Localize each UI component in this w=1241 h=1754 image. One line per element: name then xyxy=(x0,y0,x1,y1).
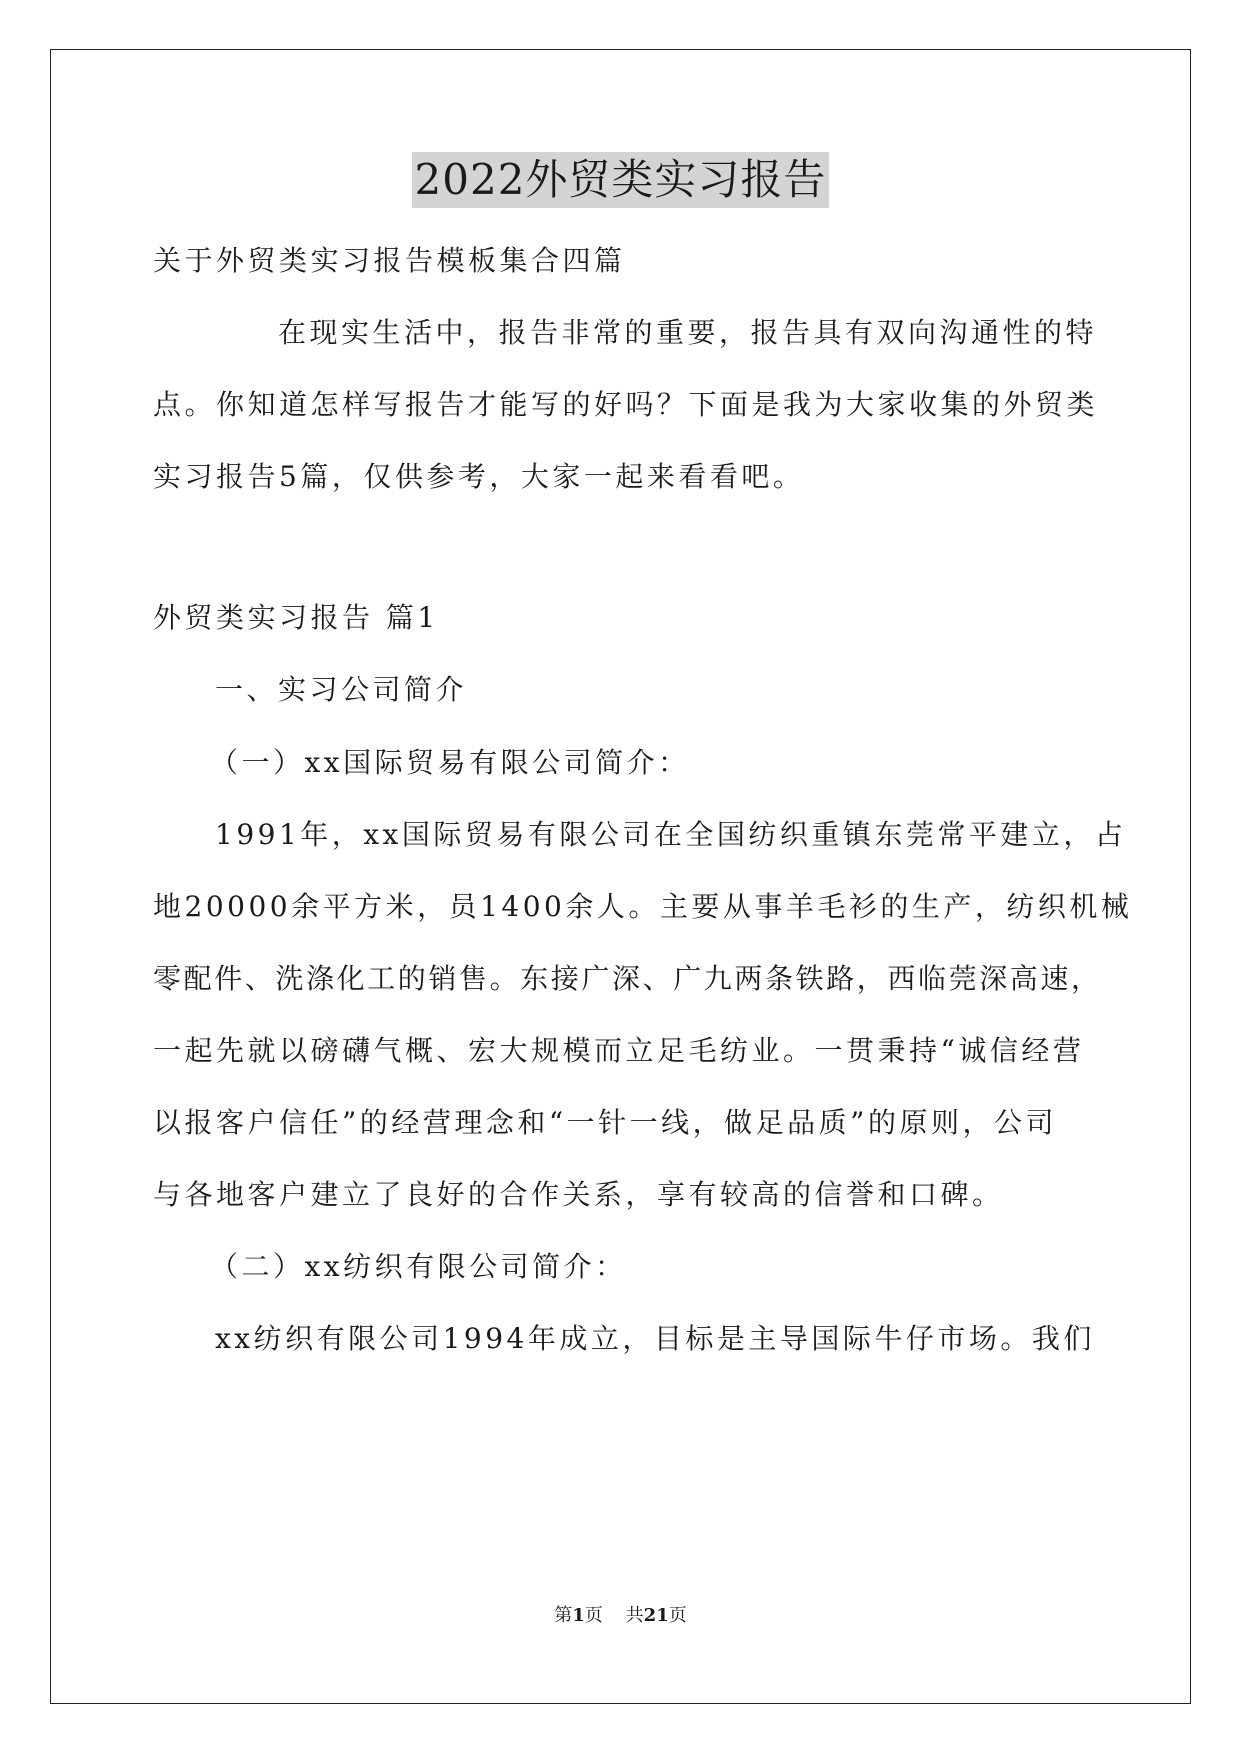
subtitle-line: 关于外贸类实习报告模板集合四篇 xyxy=(153,244,626,277)
paragraph-line: 与各地客户建立了良好的合作关系，享有较高的信誉和口碑。 xyxy=(153,1178,1004,1211)
paragraph-line: 地20000余平方米，员1400余人。主要从事羊毛衫的生产，纺织机械 xyxy=(153,890,1133,923)
title-container xyxy=(0,152,1241,208)
total-label-prefix: 共 xyxy=(625,1605,644,1626)
subsection-heading: （二）xx纺织有限公司简介： xyxy=(210,1250,627,1283)
total-pages: 21 xyxy=(643,1605,669,1626)
total-label-suffix: 页 xyxy=(668,1605,687,1626)
paragraph-line: 实习报告5篇，仅供参考，大家一起来看看吧。 xyxy=(153,460,805,493)
page-number: 1 xyxy=(572,1605,585,1626)
page-label-prefix: 第 xyxy=(554,1605,573,1626)
subsection-heading: 一、实习公司简介 xyxy=(215,673,468,706)
paragraph-line: 1991年，xx国际贸易有限公司在全国纺织重镇东莞常平建立，占 xyxy=(215,818,1127,851)
page-footer xyxy=(0,1604,1241,1628)
subsection-heading: （一）xx国际贸易有限公司简介： xyxy=(210,746,690,779)
paragraph-line: 零配件、洗涤化工的销售。东接广深、广九两条铁路，西临莞深高速， xyxy=(153,962,1102,995)
document-title: 2022外贸类实习报告 xyxy=(412,152,830,208)
page-border xyxy=(50,49,1191,1704)
section-heading: 外贸类实习报告 篇1 xyxy=(153,601,439,634)
paragraph-line: 点。你知道怎样写报告才能写的好吗？下面是我为大家收集的外贸类 xyxy=(153,388,1099,421)
paragraph-line: 在现实生活中，报告非常的重要，报告具有双向沟通性的特 xyxy=(278,316,1098,349)
paragraph-line: 一起先就以磅礴气概、宏大规模而立足毛纺业。一贯秉持“诚信经营 xyxy=(153,1034,1085,1067)
page-label-suffix: 页 xyxy=(584,1605,603,1626)
paragraph-line: xx纺织有限公司1994年成立，目标是主导国际牛仔市场。我们 xyxy=(215,1322,1095,1355)
paragraph-line: 以报客户信任”的经营理念和“一针一线，做足品质”的原则，公司 xyxy=(153,1106,1057,1139)
